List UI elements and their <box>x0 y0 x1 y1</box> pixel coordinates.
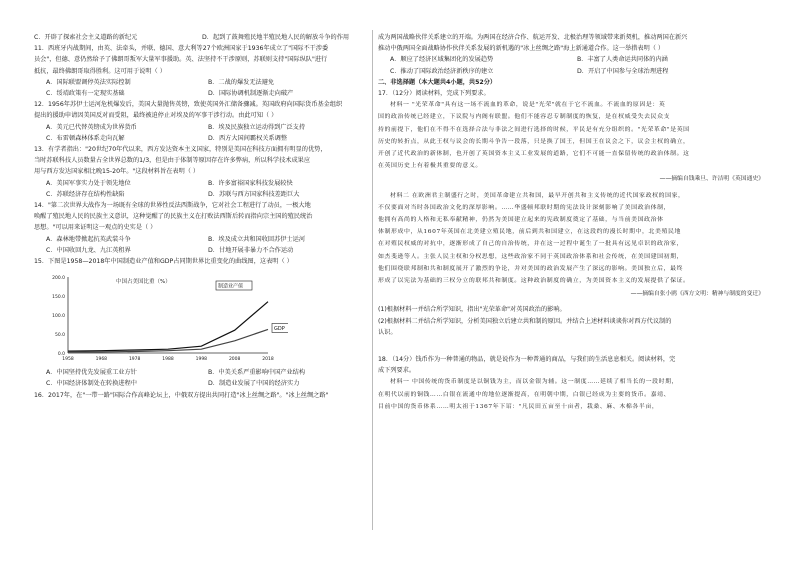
question-text: 11．西班牙内战期间，由英、法牵头，并联、德国、意大利等27个欧洲国家于1936年成立了"国际不干涉委 <box>34 45 329 53</box>
option: C．中国经济体制处在转换进程中 <box>46 380 137 388</box>
option: C．绥靖政策有一定现实基础 <box>46 90 125 98</box>
option: B．许多富裕国家科技发展较快 <box>208 179 293 187</box>
material-1 <box>378 99 764 172</box>
material-line: 在英国历史上有着极其重要的意义。 <box>378 163 482 170</box>
option: D．西方大国间霸权关系调整 <box>208 134 288 142</box>
question-text: 13．有学者指出："20世纪70年代以来，西方发达资本主义国家，特别是美国在科技方面拥有明显的优势， <box>34 146 327 154</box>
series-line-1 <box>68 302 268 351</box>
question-text: 15．下图是1958—2018年中国制造业产值和GDP占同期世界比重变化的曲线图，这表明（ ） <box>34 258 293 266</box>
question-text: 12．1956年苏伊士运河危机爆发后，美国大量抛售英镑，致使英国外汇储备骤减。英国政府向国际货币基金组织 <box>34 101 343 109</box>
y-tick-label: 100.0 <box>52 314 65 320</box>
material-line: 不仅要面对当时各国政治文化的深厚影响。……华盛顿邦联时期的宪法设计深刻影响了美国政治体制， <box>378 204 671 211</box>
question-text: 唤醒了殖民地人民的民族主义意识，这种觉醒了的民族主义在打败法西斯后转而指向宗主国的殖民统治 <box>34 213 313 221</box>
series-line-2 <box>68 330 268 353</box>
x-tick-label: 1968 <box>95 357 108 363</box>
material-line: 历史的转折点，从此王权与议会的长期斗争告一段落，只是换了国王，但国王在议会之下，议会主权的确立， <box>378 138 690 145</box>
option: D．甘地开展非暴力不合作运动 <box>208 246 294 254</box>
x-tick-label: 1988 <box>162 357 174 363</box>
left-column <box>34 32 370 401</box>
question-text: 当时苏联科技人员数量占全世界总数的1/3，但是由于体制等原因存在许多弊病，所以科学技术成果应 <box>34 157 311 165</box>
chart-svg <box>38 269 288 365</box>
material-line: 体制形成中，从1607年英国在北美建立殖民地，前后到共和国建立，在这段约的漫长时期中，北美殖民地 <box>378 229 681 236</box>
option: C．推动了国际政治经济新秩序的建立 <box>390 67 494 75</box>
option: B．二战的爆发无法避免 <box>208 78 275 86</box>
question-text: 推动中俄两国全面战略协作伙伴关系发展的新机遇的"冰上丝绸之路"海上新通道合作。这一举措表明（ ） <box>378 45 665 53</box>
option: A．美元已代替英镑成为世界货币 <box>46 123 137 131</box>
material-line: 在明代以前的铜钱……白银在流通中的地位逐渐提高，在明朝中期，白银已经成为主要的货币。嘉靖、 <box>378 391 671 398</box>
question-13 <box>34 144 370 200</box>
q14-options <box>34 234 370 256</box>
q10-options <box>34 32 370 43</box>
q13-options <box>34 178 370 200</box>
q18-material-1 <box>378 376 764 413</box>
question-text: 员会"，但德、意仍然给予了佛朗哥叛军大量军事援助。英、法坚持不干涉原则，苏联则支持"国际纵队"进行 <box>34 56 328 64</box>
question-18: 18．（14分）钱币作为一种普通的物品，就是说作为一种普通的商品，与我们的生活息息相关。阅读材料，完 <box>378 356 676 364</box>
option: A．国际联盟调停英法实际控制 <box>46 78 131 86</box>
option: B．中美关系严重影响中国产业结构 <box>208 369 306 377</box>
option: A．顺应了经济区域集团化的发展趋势 <box>390 56 494 64</box>
section-heading: 二、非选择题（本大题共4小题，共52分） <box>378 78 497 86</box>
answer-space <box>378 338 764 354</box>
material-line: 材料一 "光荣革命"具有这一场不流血的革命，说是"光荣"就在于它不流血。不流血的原因是：英 <box>390 102 666 109</box>
option: D．起到了鼓舞殖民地半殖民地人民的解放斗争的作用 <box>202 34 350 41</box>
option: B．丰富了人类命运共同体的内涵 <box>577 56 668 64</box>
series-label: 制造业产值 <box>218 283 244 290</box>
option: D．国际协调机制逐渐走向破产 <box>208 90 294 98</box>
column-divider <box>372 30 373 530</box>
question-text: 思想。"可以用来证明这一观点的史实是（ ） <box>34 224 157 232</box>
source-citation: ——摘编自钱乘旦、许洁明《英国通史》 <box>659 176 764 183</box>
question-text: 14．"第二次世界大战作为一场既有全球的世界性反法西斯战争，它对社会工程进行了动员，一极大地 <box>34 202 311 210</box>
question-11 <box>34 43 370 99</box>
question-15 <box>34 256 370 390</box>
source-citation: ——摘编自张小鸥《西方文明：精神与制度的变迁》 <box>630 291 764 298</box>
q15-options <box>34 367 370 389</box>
requirement-1: (1)根据材料一并结合所学知识，指出"光荣革命"对英国政治的影响。 <box>378 306 566 314</box>
q11-options <box>34 77 370 99</box>
material-line: 他拥有高尚的人格和无私奉献精神，仍然为美国建立起来的宪政制度奠定了基础，与当前美国政治体 <box>378 217 664 224</box>
x-tick-label: 2018 <box>262 357 274 363</box>
material-line: 目前中国的货币体系……明太祖于1367年下诏："凡民田五亩至十亩者，栽桑、麻、木棉各半亩， <box>378 403 659 410</box>
question-text: 提出的援助申请因美国反对而受阻，最终被迫停止对埃及的军事干涉行动。由此可知（ ） <box>34 112 278 120</box>
material-line: 他们围绕联邦制和共和制度展开了激烈的争论，并对美国的政治发展产生了深远的影响。美国独立后，最终 <box>378 265 684 272</box>
option: B．埃及成立共和国收回苏伊士运河 <box>208 235 306 243</box>
question-14 <box>34 200 370 256</box>
option: A．美国军事实力处于领先地位 <box>46 179 131 187</box>
option: D．开启了中国参与全球治理进程 <box>577 67 669 75</box>
question-text: 成为两国战略伙伴关系建立的开端。为两国在经济合作、航运开发、北极治理等领域带来新契机，推动两国在新兴 <box>378 34 688 41</box>
option: D．制造业发展了中国的经济实力 <box>208 380 300 388</box>
option: C．中国收回九龙、九江英租界 <box>46 246 131 254</box>
x-tick-label: 2008 <box>228 357 241 363</box>
chart-title: 中国占美国比重（%） <box>116 279 171 286</box>
y-tick-label: 200.0 <box>52 276 65 282</box>
option: C．布雷顿森林体系走向瓦解 <box>46 134 125 142</box>
question-text: 用与西方发达国家相比晚15-20年。"这段材料旨在表明（ ） <box>34 168 200 176</box>
question-12 <box>34 99 370 144</box>
series-label: GDP <box>274 326 285 333</box>
option: A．中国坚持优先发展重工业方针 <box>46 369 137 377</box>
material-line: 材料二 在欧洲君主制盛行之时，美国革命建立共和国，最早开创共和主义传统的近代国家政权的国家， <box>390 192 685 199</box>
x-tick-label: 1978 <box>128 357 141 363</box>
manufacturing-gdp-chart <box>38 269 288 365</box>
question-text: 抵抗，最终佛朗哥取得胜利。这可用于说明（ ） <box>34 67 166 75</box>
material-line: 持的前提下，他们在不得不在选择合法与非法之间进行选择的时候，平民是有充分组织的。"光荣革命"是英国 <box>378 126 690 133</box>
material-2 <box>378 190 764 288</box>
x-tick-label: 1998 <box>195 357 208 363</box>
right-column <box>378 32 764 413</box>
x-tick-label: 1958 <box>62 357 74 363</box>
option: C．苏联经济存在结构性缺陷 <box>46 190 125 198</box>
material-line: 材料一 中国传统的货币制度是以铜钱为主，而以金银为辅。这一制度……延续了相当长的一段时期， <box>390 379 679 386</box>
question-18-cont: 成下列要求。 <box>378 367 416 375</box>
y-tick-label: 150.0 <box>52 295 65 301</box>
q16-options <box>378 54 764 76</box>
requirement-2-cont: 认识。 <box>378 328 397 336</box>
material-line: 国的政治传统已经建立，下议院与内阁有联盟。他们不能容忍专制制度的恢复，是在权威受失去民众支 <box>378 114 671 121</box>
material-line: 形成了以宪法为基础的三权分立的联邦共和制度。这种政治制度的确立，为美国资本主义的发展提供了保证。 <box>378 278 690 285</box>
material-line: 在对殖民权威的对抗中，逐渐形成了自己的自治传统，并在这一过程中诞生了一批具有远见卓识的政治家， <box>378 241 684 248</box>
question-16-start: 16．2017年，在"一带一路"国际合作高峰论坛上，中俄双方提出共同打造"冰上丝绸之路"。"冰上丝绸之路" <box>34 391 329 399</box>
y-tick-label: 0.0 <box>57 352 65 358</box>
option: A．森林地带掀起抗英武装斗争 <box>46 235 131 243</box>
question-17-heading: 17．（12分）阅读材料，完成下列要求。 <box>378 90 490 98</box>
requirement-2: (2)根据材料二并结合所学知识，分析美国独立后建立共和制的原因。并结合上述材料谈谈你对西方代议制的 <box>378 317 672 325</box>
y-tick-label: 50.0 <box>54 333 65 339</box>
option: D．苏联与西方国家科技差距巨大 <box>208 190 300 198</box>
material-line: 开创了近代政治的新体制，也开创了英国资本主义工业发展的道路，它们不可能一直保留传统的政治体制。这 <box>378 151 690 158</box>
option: B．埃及民族独立运动得到广泛支持 <box>208 123 306 131</box>
q12-options <box>34 122 370 144</box>
option: C．开辟了探索社会主义道路的新纪元 <box>34 34 138 41</box>
material-line: 如杰斐逊等人。主张人民主权和分权思想，这些政治家不同于英国政治体系和社会传统，在美国建国初期， <box>378 253 684 260</box>
